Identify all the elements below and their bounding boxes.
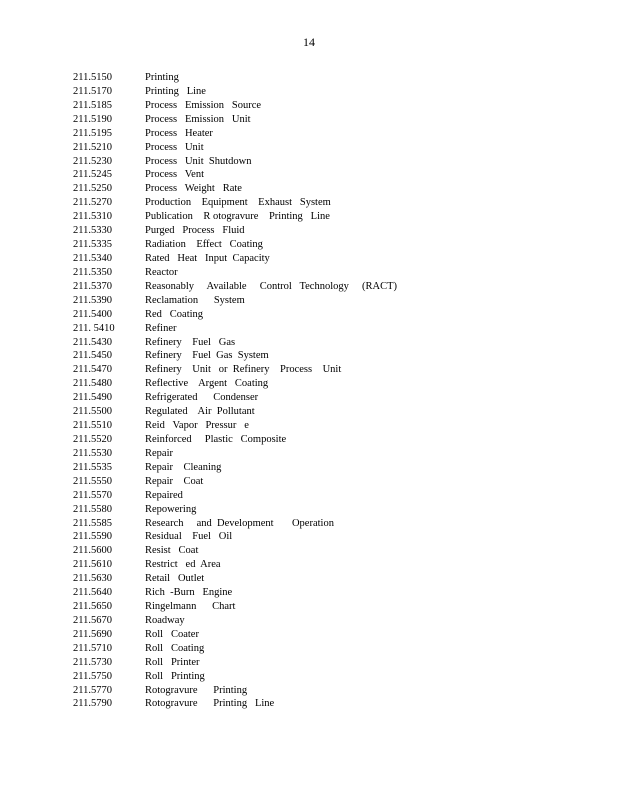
list-item	[73, 697, 397, 711]
defined-term: Rich -Burn Engine	[145, 587, 233, 599]
list-item	[73, 586, 397, 600]
defined-term: Production Equipment Exhaust System	[145, 197, 331, 209]
section-number: 211.5480	[73, 378, 112, 390]
list-item	[73, 182, 397, 196]
defined-term: Process Weight Rate	[145, 183, 242, 195]
section-number: 211.5310	[73, 211, 112, 223]
list-item	[73, 252, 397, 266]
defined-term: Refinery Unit or Refinery Process Unit	[145, 364, 342, 376]
section-number: 211.5450	[73, 350, 112, 362]
section-number: 211.5245	[73, 169, 112, 181]
list-item	[73, 530, 397, 544]
defined-term: Reinforced Plastic Composite	[145, 433, 287, 445]
defined-term: Roll Coater	[145, 628, 199, 640]
defined-term: Process Vent	[145, 169, 205, 181]
list-item	[73, 503, 397, 517]
section-number: 211.5535	[73, 461, 112, 473]
section-number: 211.5330	[73, 225, 112, 237]
section-number: 211.5340	[73, 252, 112, 264]
section-number: 211.5750	[73, 670, 112, 682]
section-number: 211.5430	[73, 336, 112, 348]
list-item	[73, 238, 397, 252]
list-item	[73, 433, 397, 447]
list-item	[73, 280, 397, 294]
section-number: 211.5470	[73, 364, 112, 376]
defined-term: Retail Outlet	[145, 573, 205, 585]
list-item	[73, 71, 397, 85]
list-item	[73, 642, 397, 656]
section-number: 211.5490	[73, 392, 112, 404]
list-item	[73, 572, 397, 586]
defined-term: Resist Coat	[145, 545, 199, 557]
defined-term: Roll Printer	[145, 656, 200, 668]
list-item	[73, 308, 397, 322]
section-number: 211.5170	[73, 85, 112, 97]
section-number: 211.5650	[73, 601, 112, 613]
list-item	[73, 322, 397, 336]
list-item	[73, 419, 397, 433]
defined-term: Repair	[145, 447, 173, 459]
section-number: 211.5370	[73, 280, 112, 292]
section-number: 211.5230	[73, 155, 112, 167]
list-item	[73, 349, 397, 363]
defined-term: Repair Coat	[145, 475, 204, 487]
defined-term: Printing	[145, 72, 179, 83]
section-number: 211.5690	[73, 628, 112, 640]
section-number: 211.5630	[73, 573, 112, 585]
list-item	[73, 405, 397, 419]
list-item	[73, 656, 397, 670]
section-number: 211.5585	[73, 517, 112, 529]
section-number: 211.5520	[73, 433, 112, 445]
section-number: 211.5770	[73, 684, 112, 696]
section-number: 211.5150	[73, 72, 112, 83]
section-number: 211.5210	[73, 141, 112, 153]
list-item	[73, 113, 397, 127]
section-number: 211.5400	[73, 308, 112, 320]
defined-term: Refinery Fuel Gas System	[145, 350, 269, 362]
list-item	[73, 475, 397, 489]
defined-term: Research and Development Operation	[145, 517, 334, 529]
section-number: 211.5530	[73, 447, 112, 459]
section-number: 211.5510	[73, 420, 112, 432]
defined-term: Reclamation System	[145, 294, 245, 306]
defined-term: Repowering	[145, 503, 197, 515]
defined-term: Regulated Air Pollutant	[145, 406, 255, 418]
list-item	[73, 377, 397, 391]
list-item	[73, 127, 397, 141]
defined-term: Reflective Argent Coating	[145, 378, 269, 390]
list-item	[73, 168, 397, 182]
section-number: 211.5640	[73, 587, 112, 599]
section-number: 211.5790	[73, 698, 112, 710]
list-item	[73, 196, 397, 210]
defined-term: Ringelmann Chart	[145, 601, 236, 613]
list-item	[73, 558, 397, 572]
list-item	[73, 684, 397, 698]
section-number: 211.5350	[73, 266, 112, 278]
list-item	[73, 614, 397, 628]
list-item	[73, 336, 397, 350]
list-item	[73, 294, 397, 308]
list-item	[73, 517, 397, 531]
defined-term: Restrict ed Area	[145, 559, 221, 571]
section-number: 211. 5410	[73, 322, 115, 334]
defined-term: Refiner	[145, 322, 177, 334]
defined-term: Process Heater	[145, 127, 213, 139]
section-number: 211.5590	[73, 531, 112, 543]
section-number: 211.5185	[73, 99, 112, 111]
page-number: 14	[303, 35, 315, 49]
list-item	[73, 461, 397, 475]
list-item	[73, 391, 397, 405]
defined-term: Roll Coating	[145, 642, 205, 654]
defined-term: Residual Fuel Oil	[145, 531, 233, 543]
section-number: 211.5550	[73, 475, 112, 487]
defined-term: Publication R otogravure Printing Line	[145, 211, 330, 223]
list-item	[73, 363, 397, 377]
defined-term: Reactor	[145, 266, 178, 278]
section-number: 211.5600	[73, 545, 112, 557]
defined-term: Printing Line	[145, 85, 206, 97]
defined-term: Repaired	[145, 489, 183, 501]
defined-term: Radiation Effect Coating	[145, 239, 263, 251]
section-number: 211.5500	[73, 406, 112, 418]
section-number: 211.5335	[73, 239, 112, 251]
definition-list	[73, 71, 397, 711]
list-item	[73, 670, 397, 684]
list-item	[73, 447, 397, 461]
section-number: 211.5730	[73, 656, 112, 668]
defined-term: Process Emission Unit	[145, 113, 251, 125]
section-number: 211.5190	[73, 113, 112, 125]
list-item	[73, 628, 397, 642]
defined-term: Red Coating	[145, 308, 204, 320]
defined-term: Process Unit	[145, 141, 204, 153]
section-number: 211.5610	[73, 559, 112, 571]
defined-term: Rotogravure Printing Line	[145, 698, 275, 710]
defined-term: Roll Printing	[145, 670, 205, 682]
section-number: 211.5670	[73, 614, 112, 626]
defined-term: Refrigerated Condenser	[145, 392, 259, 404]
list-item	[73, 210, 397, 224]
defined-term: Rated Heat Input Capacity	[145, 252, 270, 264]
defined-term: Process Emission Source	[145, 99, 262, 111]
list-item	[73, 224, 397, 238]
list-item	[73, 600, 397, 614]
section-number: 211.5570	[73, 489, 112, 501]
list-item	[73, 99, 397, 113]
list-item	[73, 141, 397, 155]
list-item	[73, 544, 397, 558]
defined-term: Process Unit Shutdown	[145, 155, 252, 167]
list-item	[73, 266, 397, 280]
defined-term: Purged Process Fluid	[145, 225, 245, 237]
section-number: 211.5390	[73, 294, 112, 306]
section-number: 211.5250	[73, 183, 112, 195]
list-item	[73, 85, 397, 99]
defined-term: Repair Cleaning	[145, 461, 222, 473]
section-number: 211.5710	[73, 642, 112, 654]
section-number: 211.5195	[73, 127, 112, 139]
defined-term: Reid Vapor Pressur e	[145, 420, 249, 432]
list-item	[73, 155, 397, 169]
section-number: 211.5580	[73, 503, 112, 515]
defined-term: Roadway	[145, 614, 185, 626]
section-number: 211.5270	[73, 197, 112, 209]
defined-term: Reasonably Available Control Technology (RACT)	[145, 280, 398, 292]
defined-term: Refinery Fuel Gas	[145, 336, 236, 348]
list-item	[73, 489, 397, 503]
defined-term: Rotogravure Printing	[145, 684, 248, 696]
